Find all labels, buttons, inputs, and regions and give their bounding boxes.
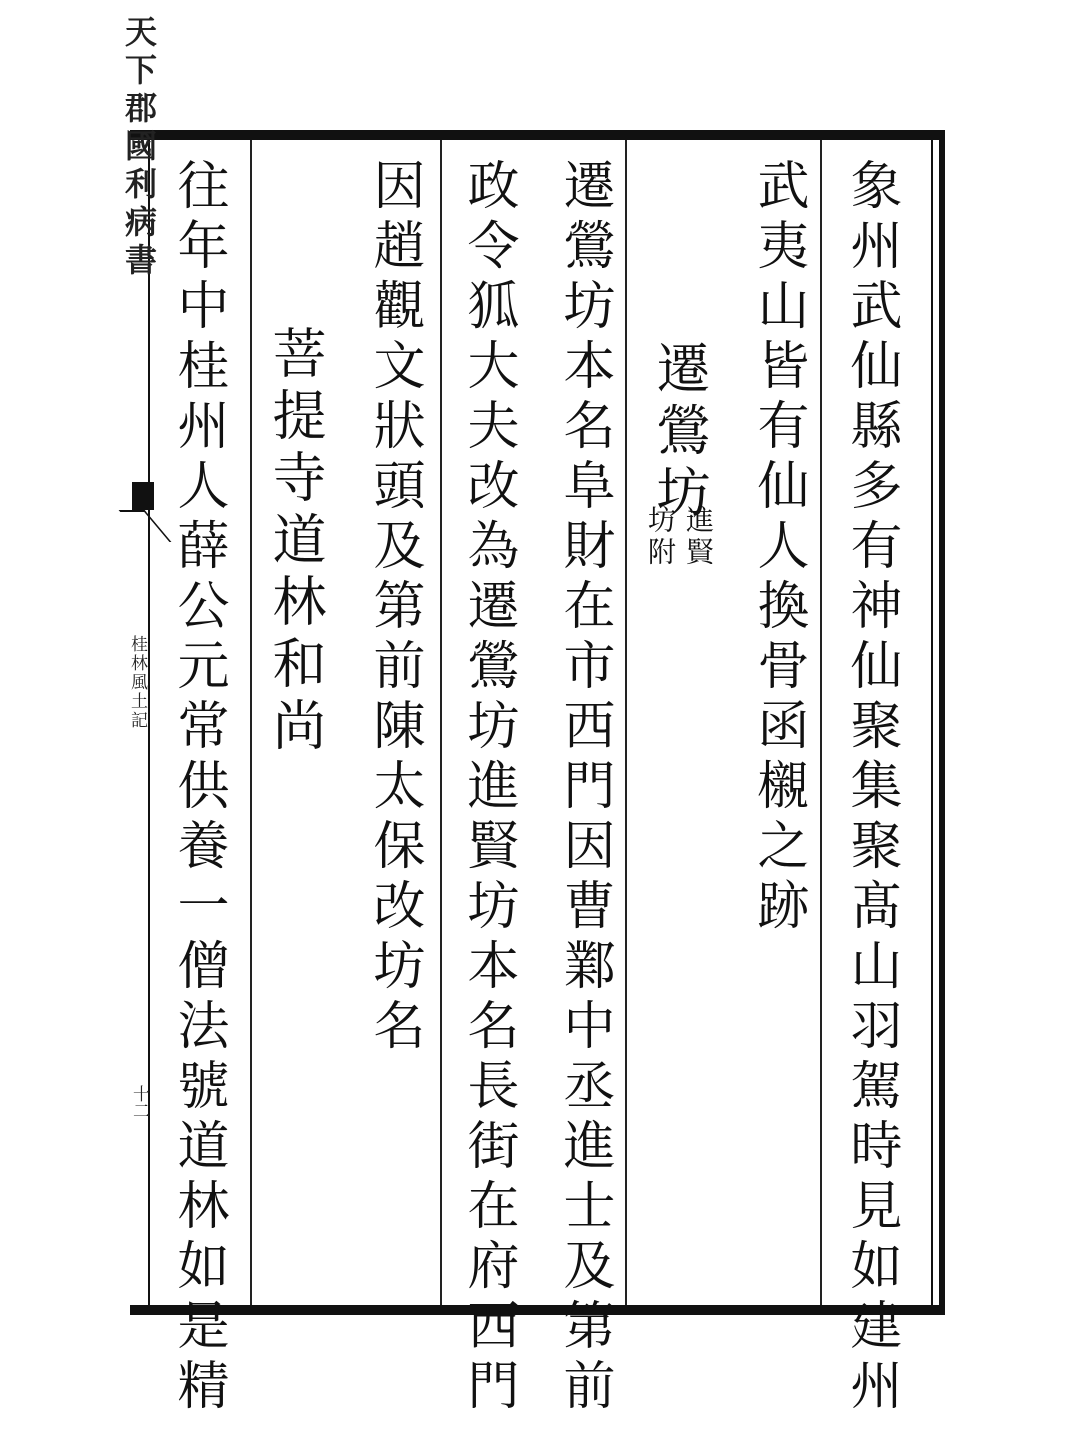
page-frame	[127, 130, 945, 1315]
heading-puti-temple: 菩提寺道林和尚	[264, 325, 327, 759]
text-column-8: 往年中桂州人薛公元常供養一僧法號道林如是精	[168, 158, 228, 1418]
text-column-4: 遷鶯坊本名阜財在市西門因曹鄴中丞進士及第前	[554, 158, 614, 1418]
top-border	[130, 130, 945, 140]
right-border	[939, 130, 945, 1315]
section-title: 桂林風土記	[127, 635, 147, 730]
heading-qianying-fang: 遷鶯坊	[648, 340, 711, 526]
bottom-border	[130, 1305, 945, 1315]
column-divider	[625, 140, 627, 1305]
column-divider	[820, 140, 822, 1305]
heading-note-line-1: 進賢	[682, 505, 715, 569]
text-column-6: 因趙觀文狀頭及第前陳太保改坊名	[364, 158, 424, 1058]
text-column-5: 政令狐大夫改為遷鶯坊進賢坊本名長街在府西門	[458, 158, 518, 1418]
heading-note-line-2: 坊附	[644, 505, 677, 569]
page-number: 十二	[129, 1085, 149, 1119]
text-column-2: 武夷山皆有仙人換骨函櫬之跡	[748, 158, 808, 938]
right-inner-border	[931, 140, 933, 1305]
text-column-1: 象州武仙縣多有神仙聚集聚髙山羽駕時見如建州	[841, 158, 901, 1418]
column-divider	[440, 140, 442, 1305]
fish-tail-mark	[132, 482, 154, 510]
book-title: 天下郡國利病書	[120, 15, 158, 281]
column-divider	[250, 140, 252, 1305]
